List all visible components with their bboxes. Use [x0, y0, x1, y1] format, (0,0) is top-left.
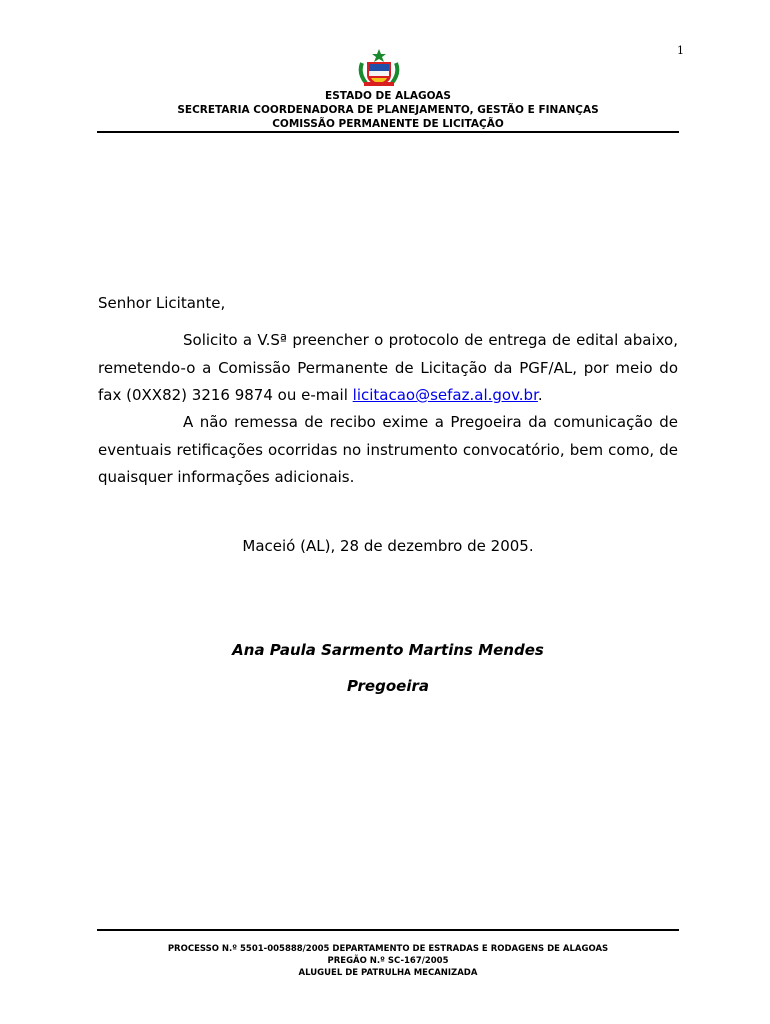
signatory-name: Ana Paula Sarmento Martins Mendes: [232, 641, 544, 659]
paragraph-request-text: Solicito a V.Sª preencher o protocolo de entrega de edital abaixo, remetendo-o a Comissão Permanente de Licitação da PGF/AL, por meio do fax (0XX82) 3216 9874 ou e-mail: [98, 331, 678, 404]
footer: [98, 943, 678, 979]
letterhead: [98, 89, 678, 131]
header-commission: COMISSÃO PERMANENTE DE LICITAÇÃO: [272, 118, 504, 130]
paragraph-notice: A não remessa de recibo exime a Pregoeira da comunicação de eventuais retificações ocorridas no instrumento convocatório, bem como, de quaisquer informações adicionais.: [98, 413, 678, 486]
footer-bid: PREGÃO N.º SC-167/2005: [327, 956, 449, 966]
footer-divider: [97, 929, 679, 931]
page-number: 1: [677, 44, 684, 57]
email-link[interactable]: licitacao@sefaz.al.gov.br: [352, 386, 538, 404]
footer-object: ALUGUEL DE PATRULHA MECANIZADA: [298, 968, 478, 978]
header-state: ESTADO DE ALAGOAS: [325, 90, 451, 102]
paragraph-request: [98, 327, 678, 410]
greeting: Senhor Licitante,: [98, 294, 226, 312]
footer-process: PROCESSO N.º 5501-005888/2005 DEPARTAMENTO DE ESTRADAS E RODAGENS DE ALAGOAS: [167, 944, 609, 954]
header-divider: [97, 131, 679, 133]
paragraph-request-end: .: [537, 386, 543, 404]
header-secretariat: SECRETARIA COORDENADORA DE PLANEJAMENTO, GESTÃO E FINANÇAS: [177, 104, 599, 116]
state-coat-of-arms-icon: [358, 49, 400, 87]
letter-date: Maceió (AL), 28 de dezembro de 2005.: [242, 537, 534, 555]
signatory-role: Pregoeira: [347, 677, 429, 695]
